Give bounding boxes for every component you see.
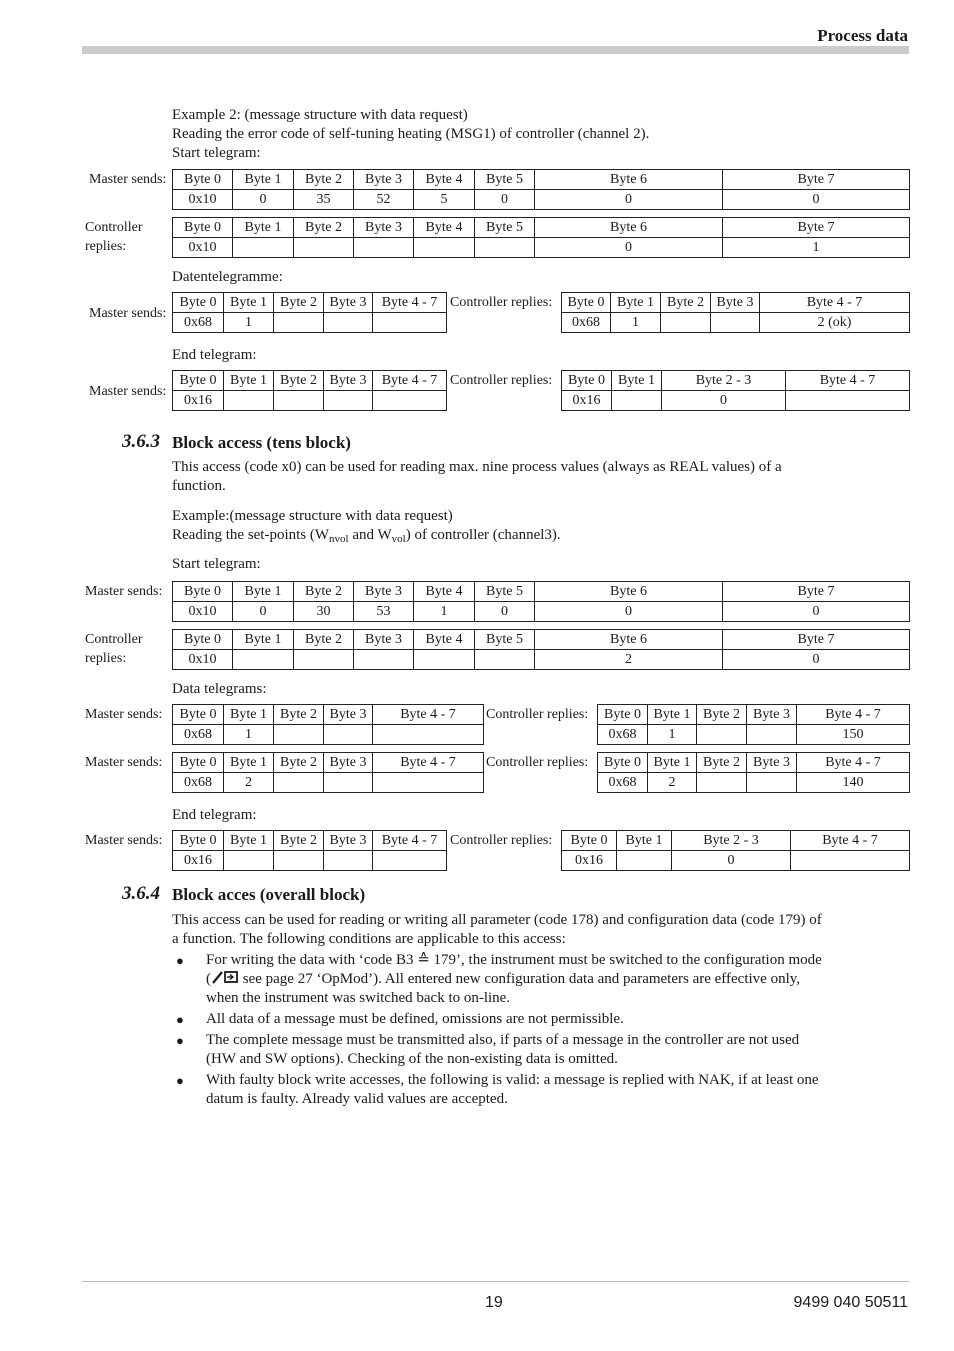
table-cell [324, 391, 373, 411]
table-cell [324, 773, 373, 793]
table-cell [224, 391, 274, 411]
table-cell: Byte 3 [354, 170, 414, 190]
table-cell: 0x16 [173, 391, 224, 411]
table-cell: Byte 0 [598, 705, 648, 725]
table-cell: Byte 2 - 3 [662, 371, 786, 391]
list-item [172, 1010, 912, 1029]
table-cell: Byte 1 [233, 218, 294, 238]
table-cell: Byte 3 [747, 753, 797, 773]
table-cell: Byte 4 - 7 [786, 371, 910, 391]
text-span: All data of a message must be defined, omissions are not permissible. [206, 1011, 624, 1027]
table-cell: 2 [535, 650, 723, 670]
list-item [172, 1031, 912, 1069]
table-cell: Byte 2 [274, 753, 324, 773]
list-item [172, 951, 912, 1008]
table-row [173, 650, 910, 670]
ex2-start-ctrl-table [172, 217, 910, 258]
table-cell: 1 [723, 238, 910, 258]
table-cell: Byte 3 [324, 831, 373, 851]
table-row [598, 773, 910, 793]
table-cell: Byte 0 [173, 170, 233, 190]
table-cell: Byte 0 [173, 630, 233, 650]
table-cell: Byte 4 - 7 [760, 293, 910, 313]
table-cell: 0 [723, 602, 910, 622]
pen-config-icon [211, 970, 239, 985]
table-cell: Byte 1 [612, 371, 662, 391]
table-cell [373, 391, 447, 411]
table-cell: 0 [672, 851, 791, 871]
controller-replies-label-l2: replies: [85, 651, 127, 666]
s363-data2-ctrl-table [597, 752, 910, 793]
table-cell: Byte 0 [562, 371, 612, 391]
table-cell: Byte 7 [723, 582, 910, 602]
table-cell: 150 [797, 725, 910, 745]
table-cell: 0x10 [173, 238, 233, 258]
table-cell: 0 [723, 190, 910, 210]
table-cell: Byte 5 [475, 170, 535, 190]
s363-end-ctrl-table [561, 830, 910, 871]
controller-replies-label: Controller replies: [450, 833, 553, 848]
ex2-end-ctrl-table [561, 370, 910, 411]
table-cell: Byte 2 [274, 831, 324, 851]
table-cell [747, 773, 797, 793]
data-telegram-label: Data telegrams: [172, 681, 267, 697]
table-cell: 140 [797, 773, 910, 793]
table-cell: 52 [354, 190, 414, 210]
table-cell: Byte 2 [274, 293, 324, 313]
table-cell: Byte 0 [562, 831, 617, 851]
table-cell: 0 [475, 190, 535, 210]
master-sends-label: Master sends: [85, 833, 163, 848]
text-span: see page 27 ‘OpMod’). All entered new configuration data and parameters are effective only, [239, 971, 801, 987]
section-number: 3.6.3 [122, 431, 160, 452]
table-row [562, 313, 910, 333]
table-cell: Byte 0 [173, 705, 224, 725]
end-telegram-label: End telegram: [172, 347, 257, 363]
table-cell: 0 [233, 190, 294, 210]
table-header-row [562, 293, 910, 313]
table-cell: Byte 3 [354, 630, 414, 650]
table-cell: Byte 5 [475, 582, 535, 602]
table-cell [373, 313, 447, 333]
table-cell: 0 [535, 190, 723, 210]
table-cell: Byte 3 [324, 293, 373, 313]
s363-data1-ctrl-table [597, 704, 910, 745]
controller-replies-label: Controller replies: [450, 295, 553, 310]
bullet-icon: ● [176, 1033, 184, 1048]
table-cell: Byte 1 [224, 705, 274, 725]
table-cell: Byte 3 [711, 293, 760, 313]
table-cell: Byte 6 [535, 630, 723, 650]
table-cell [612, 391, 662, 411]
table-cell: Byte 1 [611, 293, 661, 313]
table-cell [354, 238, 414, 258]
page-number: 19 [485, 1294, 503, 1311]
table-cell: Byte 1 [224, 371, 274, 391]
table-cell: Byte 1 [617, 831, 672, 851]
table-cell: Byte 2 - 3 [672, 831, 791, 851]
ex2-end-master-table [172, 370, 447, 411]
table-cell: Byte 2 [697, 705, 747, 725]
table-row [173, 190, 910, 210]
table-cell: Byte 4 [414, 582, 475, 602]
table-cell: 0x68 [598, 725, 648, 745]
table-cell [475, 650, 535, 670]
table-cell: Byte 3 [354, 582, 414, 602]
ex2-start-master-table [172, 169, 910, 210]
text-span: (HW and SW options). Checking of the non-existing data is omitted. [206, 1051, 618, 1067]
table-cell: Byte 6 [535, 582, 723, 602]
table-row [173, 602, 910, 622]
table-cell [373, 725, 484, 745]
end-telegram-label: End telegram: [172, 807, 257, 823]
example-line-setpoints [172, 526, 561, 549]
ex2-data-master-table [172, 292, 447, 333]
table-cell [373, 773, 484, 793]
table-cell [354, 650, 414, 670]
table-cell: 0x68 [598, 773, 648, 793]
text-span: nvol [329, 533, 349, 545]
table-cell [274, 851, 324, 871]
table-cell: Byte 1 [224, 831, 274, 851]
table-cell [617, 851, 672, 871]
master-sends-label: Master sends: [85, 707, 163, 722]
table-cell: Byte 0 [173, 753, 224, 773]
table-cell: 0x16 [562, 851, 617, 871]
table-header-row [173, 831, 447, 851]
table-cell: 2 [224, 773, 274, 793]
table-cell: 1 [224, 725, 274, 745]
controller-replies-label-l1: Controller [85, 632, 143, 647]
table-cell: 0x68 [562, 313, 611, 333]
table-cell [475, 238, 535, 258]
table-cell: Byte 6 [535, 218, 723, 238]
text-span: ) of controller (channel3). [405, 527, 561, 543]
table-cell: 0x10 [173, 190, 233, 210]
table-cell: Byte 2 [294, 630, 354, 650]
table-cell: Byte 0 [173, 831, 224, 851]
example-line: Example:(message structure with data request) [172, 508, 453, 524]
table-cell [697, 773, 747, 793]
table-cell: Byte 0 [173, 371, 224, 391]
master-sends-label: Master sends: [89, 306, 167, 321]
table-cell: Byte 2 [294, 218, 354, 238]
start-telegram-label: Start telegram: [172, 145, 261, 161]
s363-start-ctrl-table [172, 629, 910, 670]
table-cell: 0x68 [173, 725, 224, 745]
table-cell: 0 [723, 650, 910, 670]
table-header-row [173, 705, 484, 725]
table-cell: 1 [224, 313, 274, 333]
table-cell: Byte 0 [173, 218, 233, 238]
table-row [562, 391, 910, 411]
start-telegram-label: Start telegram: [172, 556, 261, 572]
table-cell: 5 [414, 190, 475, 210]
table-cell: Byte 3 [747, 705, 797, 725]
table-row [173, 391, 447, 411]
table-cell: Byte 1 [233, 582, 294, 602]
table-cell [414, 238, 475, 258]
bullet-icon: ● [176, 1012, 184, 1027]
bullet-icon: ● [176, 1073, 184, 1088]
text-span: Reading the set-points (W [172, 527, 330, 543]
table-cell: Byte 4 - 7 [373, 753, 484, 773]
table-cell: Byte 4 - 7 [791, 831, 910, 851]
table-cell: Byte 0 [173, 293, 224, 313]
section-title: Block acces (overall block) [172, 885, 366, 904]
table-cell: 30 [294, 602, 354, 622]
table-cell: Byte 0 [562, 293, 611, 313]
table-row [173, 238, 910, 258]
table-row [173, 773, 484, 793]
document-number: 9499 040 50511 [793, 1294, 908, 1311]
table-cell: 0x10 [173, 602, 233, 622]
table-cell [711, 313, 760, 333]
paragraph-line: This access (code x0) can be used for reading max. nine process values (always as REAL values) of a [172, 459, 782, 475]
table-cell: Byte 7 [723, 630, 910, 650]
text-span: when the instrument was switched back to on-line. [206, 990, 511, 1006]
table-header-row [173, 293, 447, 313]
table-cell: Byte 2 [274, 705, 324, 725]
table-header-row [173, 170, 910, 190]
table-cell: Byte 0 [598, 753, 648, 773]
table-row [562, 851, 910, 871]
text-span: datum is faulty. Already valid values are accepted. [206, 1091, 508, 1107]
table-cell: Byte 1 [224, 753, 274, 773]
table-cell: Byte 4 - 7 [373, 371, 447, 391]
table-row [598, 725, 910, 745]
table-cell: Byte 2 [697, 753, 747, 773]
table-cell: 1 [414, 602, 475, 622]
table-header-row [562, 371, 910, 391]
text-span: With faulty block write accesses, the following is valid: a message is replied with NAK, if at least one [206, 1072, 819, 1088]
table-cell: Byte 2 [294, 170, 354, 190]
table-cell [294, 650, 354, 670]
table-cell: 0 [535, 602, 723, 622]
table-cell [274, 391, 324, 411]
table-cell: 1 [648, 725, 697, 745]
table-cell [324, 851, 373, 871]
table-cell: 0 [662, 391, 786, 411]
table-cell: 0x68 [173, 773, 224, 793]
controller-replies-label-l2: replies: [85, 239, 127, 254]
table-cell: Byte 4 - 7 [797, 705, 910, 725]
paragraph-line: a function. The following conditions are applicable to this access: [172, 931, 566, 947]
table-cell: Byte 6 [535, 170, 723, 190]
table-row [173, 851, 447, 871]
table-cell [274, 313, 324, 333]
table-cell [274, 725, 324, 745]
table-cell [791, 851, 910, 871]
table-cell: 0x16 [562, 391, 612, 411]
table-cell: Byte 7 [723, 218, 910, 238]
controller-replies-label-l1: Controller [85, 220, 143, 235]
table-cell: Byte 4 - 7 [373, 705, 484, 725]
table-cell: Byte 4 - 7 [797, 753, 910, 773]
table-header-row [173, 218, 910, 238]
ex2-data-ctrl-table [561, 292, 910, 333]
text-span: For writing the data with ‘code B3 ≙ 179’, the instrument must be switched to the configuration mode [206, 952, 822, 968]
table-cell: Byte 5 [475, 630, 535, 650]
table-cell: Byte 5 [475, 218, 535, 238]
controller-replies-label: Controller replies: [450, 373, 553, 388]
table-cell: Byte 7 [723, 170, 910, 190]
table-cell [294, 238, 354, 258]
table-cell [224, 851, 274, 871]
table-cell: Byte 2 [661, 293, 711, 313]
table-cell [786, 391, 910, 411]
master-sends-label: Master sends: [89, 384, 167, 399]
table-cell: Byte 4 [414, 170, 475, 190]
table-cell: Byte 4 - 7 [373, 293, 447, 313]
table-cell: Byte 3 [324, 753, 373, 773]
table-cell [233, 650, 294, 670]
table-cell [324, 725, 373, 745]
table-cell: 0x68 [173, 313, 224, 333]
bullet-icon: ● [176, 953, 184, 968]
table-cell: Byte 0 [173, 582, 233, 602]
table-header-row [173, 371, 447, 391]
table-cell: Byte 4 [414, 630, 475, 650]
table-cell: 35 [294, 190, 354, 210]
section-title: Block access (tens block) [172, 433, 351, 452]
table-cell: Byte 3 [354, 218, 414, 238]
table-cell: 0x10 [173, 650, 233, 670]
master-sends-label: Master sends: [85, 755, 163, 770]
conditions-list [172, 951, 912, 1111]
controller-replies-label: Controller replies: [486, 707, 589, 722]
table-cell: 0 [233, 602, 294, 622]
table-cell: 2 [648, 773, 697, 793]
table-header-row [598, 753, 910, 773]
table-cell: Byte 1 [224, 293, 274, 313]
text-span: and W [348, 527, 392, 543]
table-cell: Byte 2 [274, 371, 324, 391]
example2-line2: Reading the error code of self-tuning heating (MSG1) of controller (channel 2). [172, 126, 650, 142]
section-number: 3.6.4 [122, 883, 160, 904]
table-cell: Byte 3 [324, 705, 373, 725]
table-cell: 0x16 [173, 851, 224, 871]
table-row [173, 725, 484, 745]
table-cell [373, 851, 447, 871]
s363-end-master-table [172, 830, 447, 871]
table-cell [274, 773, 324, 793]
controller-replies-label: Controller replies: [486, 755, 589, 770]
text-span: The complete message must be transmitted also, if parts of a message in the controller are not used [206, 1032, 800, 1048]
table-cell [697, 725, 747, 745]
table-cell: Byte 4 [414, 218, 475, 238]
data-telegram-label: Datentelegramme: [172, 269, 283, 285]
table-header-row [173, 582, 910, 602]
table-cell: Byte 4 - 7 [373, 831, 447, 851]
table-cell [747, 725, 797, 745]
example2-line1: Example 2: (message structure with data request) [172, 107, 468, 123]
table-cell: 0 [535, 238, 723, 258]
master-sends-label: Master sends: [85, 584, 163, 599]
header-rule [82, 46, 909, 54]
footer-rule [82, 1281, 909, 1282]
table-header-row [173, 630, 910, 650]
table-cell: 1 [611, 313, 661, 333]
table-cell: Byte 3 [324, 371, 373, 391]
list-item [172, 1071, 912, 1109]
s363-start-master-table [172, 581, 910, 622]
master-sends-label: Master sends: [89, 172, 167, 187]
table-cell [233, 238, 294, 258]
table-cell: 53 [354, 602, 414, 622]
table-cell: Byte 1 [648, 753, 697, 773]
table-cell: 0 [475, 602, 535, 622]
table-header-row [173, 753, 484, 773]
s363-data2-master-table [172, 752, 484, 793]
table-cell: Byte 2 [294, 582, 354, 602]
table-header-row [598, 705, 910, 725]
table-cell [414, 650, 475, 670]
table-cell: Byte 1 [233, 630, 294, 650]
text-span: vol [391, 533, 406, 545]
table-row [173, 313, 447, 333]
table-cell: Byte 1 [233, 170, 294, 190]
s363-data1-master-table [172, 704, 484, 745]
paragraph-line: function. [172, 478, 226, 494]
table-header-row [562, 831, 910, 851]
table-cell: 2 (ok) [760, 313, 910, 333]
page-header-title: Process data [817, 26, 908, 45]
table-cell: Byte 1 [648, 705, 697, 725]
paragraph-line: This access can be used for reading or writing all parameter (code 178) and configuration data (code 179) of [172, 912, 822, 928]
table-cell [661, 313, 711, 333]
text-span: ( see page 27 ‘OpMod’). All entered new configuration data and parameters are effective only, [206, 971, 801, 987]
table-cell [324, 313, 373, 333]
